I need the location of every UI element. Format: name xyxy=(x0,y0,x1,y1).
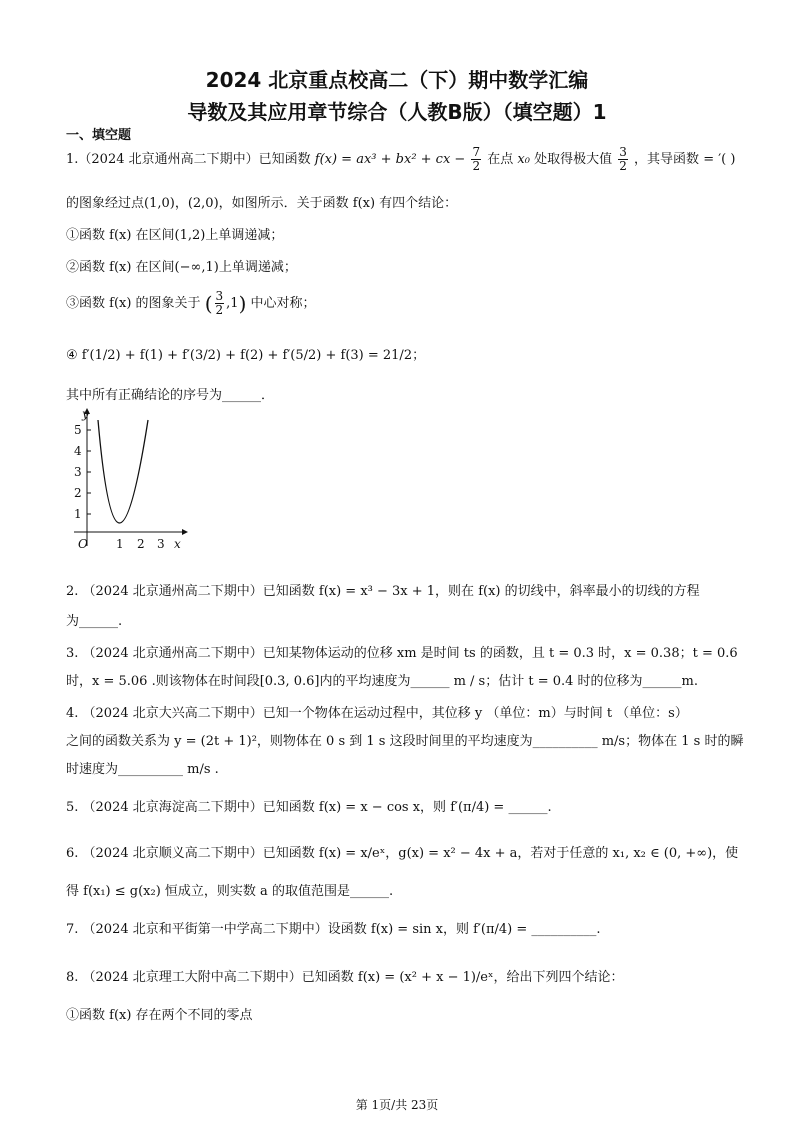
x-axis-label: x xyxy=(174,537,181,551)
q1-line-1 xyxy=(66,146,735,173)
x-tick-3: 3 xyxy=(157,537,165,551)
q1-conclusion-4: ④ f′(1/2) + f(1) + f′(3/2) + f(2) + f′(5/2) + f(3) = 21/2； xyxy=(66,348,426,363)
q1-c3-b: ,1 xyxy=(226,296,239,311)
section-heading: 一、填空题 xyxy=(66,128,132,143)
x-axis-arrow xyxy=(182,529,188,535)
q8-conclusion-1: ①函数 f(x) 存在两个不同的零点 xyxy=(66,1008,253,1023)
q1-c3-a: ③函数 f(x) 的图象关于 xyxy=(66,296,201,311)
origin-label: O xyxy=(78,537,88,551)
title-line-1: 2024 北京重点校高二（下）期中数学汇编 xyxy=(205,68,589,92)
q1-x0: x₀ xyxy=(517,152,530,167)
q5-line: 5. （2024 北京海淀高二下期中）已知函数 f(x) = x − cos x，则 f′(π/4) = ______. xyxy=(66,800,552,815)
q1-c3-c: 中心对称； xyxy=(250,296,316,311)
q1-prefix: 1.（2024 北京通州高二下期中）已知函数 xyxy=(66,152,311,167)
page-footer: 第 1页/共 23页 xyxy=(355,1098,439,1112)
q3-line-2: 时，x = 5.06 .则该物体在时间段[0.3, 0.6]内的平均速度为______ m / s；估计 t = 0.4 时的位移为______m. xyxy=(66,674,699,689)
q1-tail: ，其导函数 xyxy=(634,152,700,167)
q1-question: 其中所有正确结论的序号为______． xyxy=(66,388,275,403)
title-line-2: 导数及其应用章节综合（人教B版）（填空题）1 xyxy=(187,100,607,124)
derivative-curve xyxy=(98,420,148,523)
q2-line-1: 2. （2024 北京通州高二下期中）已知函数 f(x) = x³ − 3x + 1，则在 f(x) 的切线中，斜率最小的切线的方程 xyxy=(66,584,700,599)
y-tick-4: 4 xyxy=(74,444,82,458)
q7-line: 7. （2024 北京和平街第一中学高二下期中）设函数 f(x) = sin x，则 f′(π/4) = __________. xyxy=(66,922,601,937)
y-tick-3: 3 xyxy=(74,465,82,479)
y-tick-2: 2 xyxy=(74,486,82,500)
y-axis-label: y xyxy=(82,407,89,421)
q1-c3-frac: $\frac{3}{2}$ xyxy=(215,289,224,317)
q1-mid2: 处取得极大值 xyxy=(534,152,613,167)
q1-conclusion-3: ③函数 f(x) 的图象关于 ( $\frac{3}{2}$ ,1) 中心对称； xyxy=(66,289,316,317)
q1-conclusion-2: ②函数 f(x) 在区间(−∞,1)上单调递减； xyxy=(66,260,297,275)
q4-line-2: 之间的函数关系为 y = (2t + 1)²，则物体在 0 s 到 1 s 这段时间里的平均速度为__________ m/s；物体在 1 s 时的瞬 xyxy=(66,734,744,749)
x-tick-2: 2 xyxy=(137,537,145,551)
q1-mid: 在点 xyxy=(487,152,514,167)
q6-line-2: 得 f(x₁) ≤ g(x₂) 恒成立，则实数 a 的取值范围是______. xyxy=(66,884,394,899)
q1-tail2: = ′( ) xyxy=(703,152,736,167)
q6-line-1: 6. （2024 北京顺义高二下期中）已知函数 f(x) = x/eˣ，g(x) = x² − 4x + a，若对于任意的 x₁, x₂ ∈ (0, +∞)，使 xyxy=(66,846,739,861)
q3-line-1: 3. （2024 北京通州高二下期中）已知某物体运动的位移 xm 是时间 ts 的函数，且 t = 0.3 时，x = 0.38；t = 0.6 xyxy=(66,646,738,661)
q4-line-1: 4. （2024 北京大兴高二下期中）已知一个物体在运动过程中，其位移 y （单位：m）与时间 t （单位：s） xyxy=(66,706,688,721)
q1-frac-7-2: $\frac{7}{2}$ xyxy=(472,145,481,173)
y-tick-5: 5 xyxy=(74,423,82,437)
q1-conclusion-1: ①函数 f(x) 在区间(1,2)上单调递减； xyxy=(66,228,284,243)
q1-line-2: 的图象经过点(1,0)，(2,0)，如图所示．关于函数 f(x) 有四个结论： xyxy=(66,196,458,211)
q4-line-3: 时速度为__________ m/s . xyxy=(66,762,219,777)
q1-derivative-graph xyxy=(64,406,194,566)
q1-frac-3-2: $\frac{3}{2}$ xyxy=(619,145,627,173)
q2-line-2: 为______. xyxy=(66,614,123,629)
q1-func: f(x) = ax³ + bx² + cx − xyxy=(314,152,466,167)
q8-line: 8. （2024 北京理工大附中高二下期中）已知函数 f(x) = (x² + x − 1)/eˣ，给出下列四个结论： xyxy=(66,970,624,985)
x-tick-1: 1 xyxy=(116,537,124,551)
y-tick-1: 1 xyxy=(74,507,82,521)
